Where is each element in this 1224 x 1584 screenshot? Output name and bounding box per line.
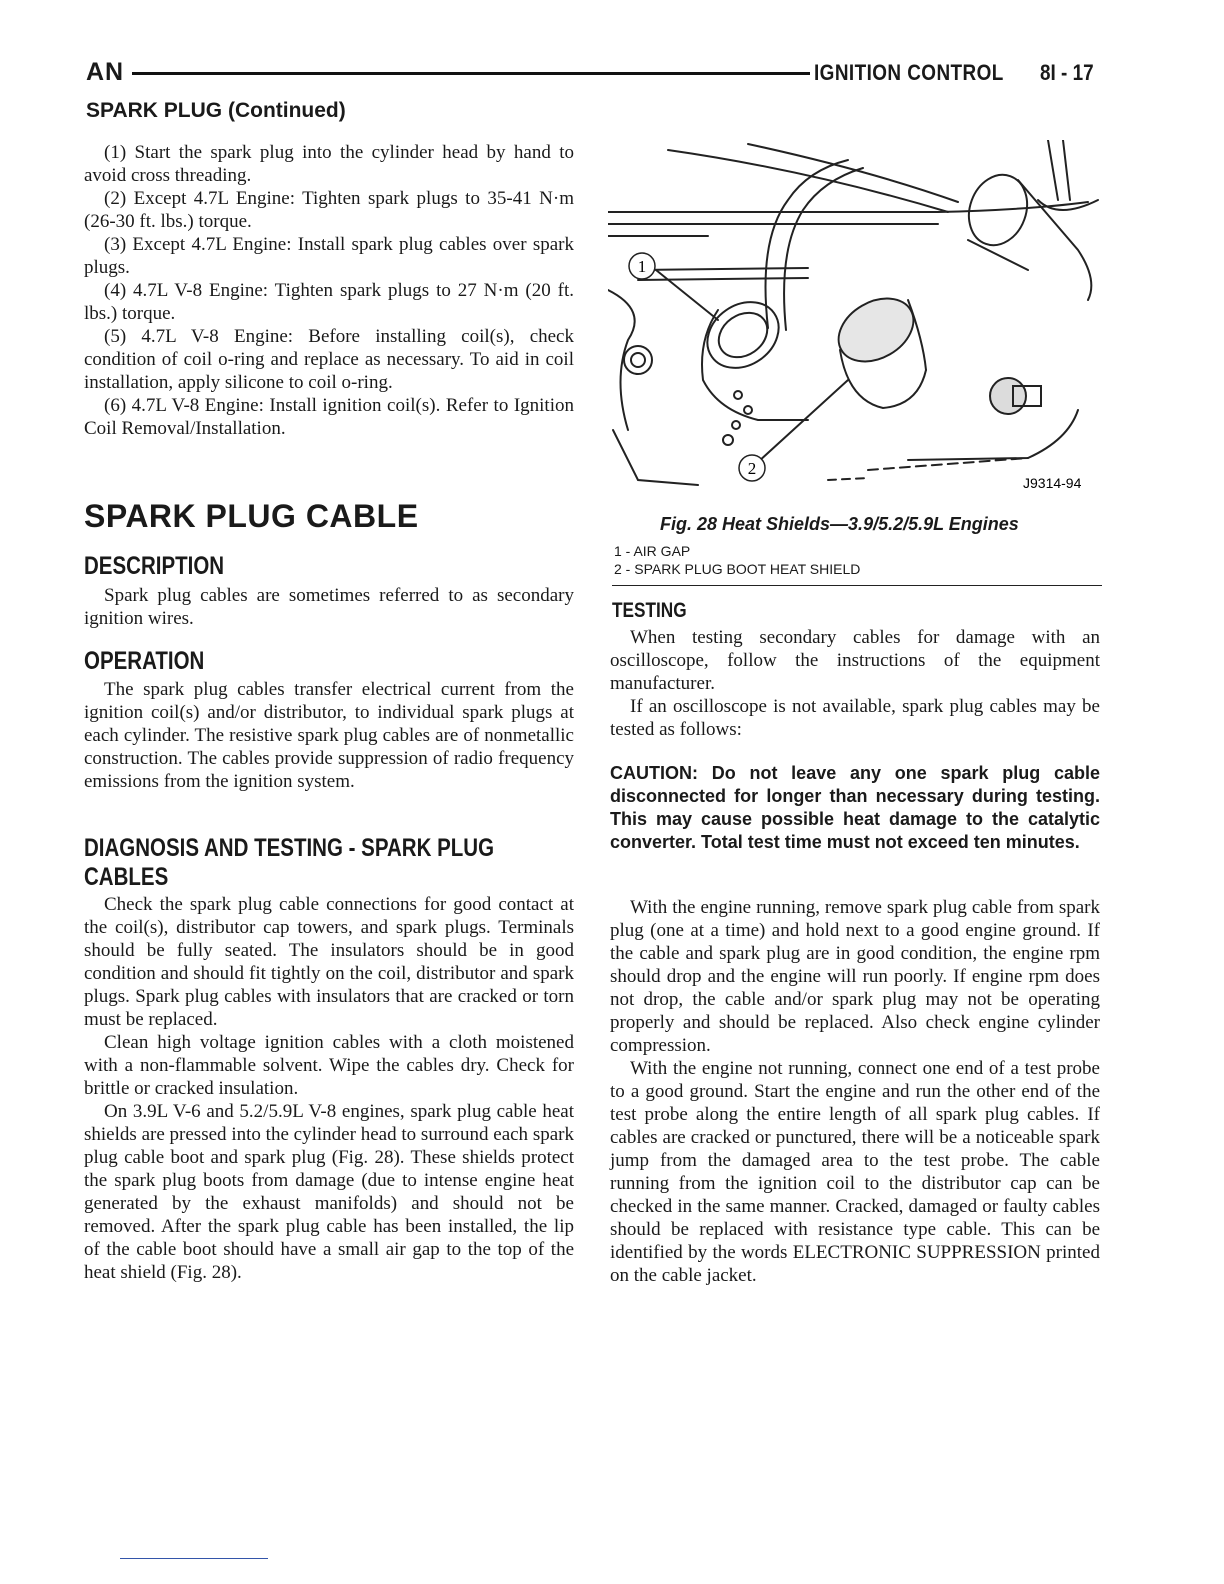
continued-heading: SPARK PLUG (Continued) — [86, 99, 346, 122]
diagnosis-paragraph: Clean high voltage ignition cables with a cloth moistened with a non-flammable solvent. Wipe the cables dry. Check for brittle or cracked insulation. — [84, 1032, 574, 1099]
diagnosis-heading-line2: CABLES — [84, 863, 169, 891]
description-text: Spark plug cables are sometimes referred to as secondary ignition wires. — [84, 585, 574, 629]
diagnosis-heading — [84, 834, 494, 892]
page-number: 8I - 17 — [1040, 60, 1094, 85]
install-step: (5) 4.7L V-8 Engine: Before installing coil(s), check condition of coil o-ring and replace as necessary. To aid in coil installation, apply silicone to coil o-ring. — [84, 326, 574, 393]
testing-block — [610, 626, 1100, 741]
callout-2-label: 2 — [747, 459, 757, 478]
caution-note: CAUTION: Do not leave any one spark plug cable disconnected for longer than necessary during testing. This may cause possible heat damage to the catalytic converter. Total test time must not exceed ten minutes. — [610, 763, 1100, 852]
figure-code: J9314-94 — [1023, 475, 1082, 491]
diagnosis-heading-line1: DIAGNOSIS AND TESTING - SPARK PLUG — [84, 834, 495, 862]
procedure-paragraph: With the engine not running, connect one end of a test probe to a good ground. Start the engine and run the other end of the test probe along the entire length of all spark plug cables. If cables are cracked or punctured, there will be a noticeable spark jump from the damaged area to the test probe. The cable running from the ignition coil to the distributor cap can be checked in the same manner. Cracked, damaged or faulty cables should be replaced with resistance type cable. This can be identified by the words ELECTRONIC SUPPRESSION printed on the cable jacket. — [610, 1058, 1100, 1286]
operation-heading: OPERATION — [84, 647, 205, 675]
callout-1-label: 1 — [637, 257, 647, 276]
operation-block — [84, 678, 574, 793]
diagnosis-block — [84, 893, 574, 1284]
install-step: (3) Except 4.7L Engine: Install spark plug cables over spark plugs. — [84, 234, 574, 278]
heat-shield-figure — [608, 140, 1108, 500]
description-heading: DESCRIPTION — [84, 552, 225, 580]
footer-rule — [120, 1558, 268, 1559]
callout-2 — [739, 455, 765, 481]
figure-caption: Fig. 28 Heat Shields—3.9/5.2/5.9L Engines — [660, 514, 1019, 534]
operation-text: The spark plug cables transfer electrical current from the ignition coil(s) and/or distributor, to individual spark plugs at each cylinder. The resistive spark plug cables are of nonmetallic construction. The cables provide suppression of radio frequency emissions from the ignition system. — [84, 679, 574, 792]
description-block — [84, 584, 574, 630]
caption-rule — [612, 585, 1102, 586]
page-title: IGNITION CONTROL — [814, 60, 1004, 85]
install-steps — [84, 141, 574, 440]
install-step: (4) 4.7L V-8 Engine: Tighten spark plugs to 27 N·m (20 ft. lbs.) torque. — [84, 280, 574, 324]
testing-paragraph: If an oscilloscope is not available, spark plug cables may be tested as follows: — [610, 696, 1100, 740]
testing-heading: TESTING — [612, 599, 687, 622]
manual-section-code: AN — [86, 58, 125, 86]
testing-procedure — [610, 896, 1100, 1287]
install-step: (6) 4.7L V-8 Engine: Install ignition coil(s). Refer to Ignition Coil Removal/Installation. — [84, 395, 574, 439]
figure-legend — [614, 542, 860, 578]
install-step: (2) Except 4.7L Engine: Tighten spark plugs to 35-41 N·m (26-30 ft. lbs.) torque. — [84, 188, 574, 232]
figure-legend-item: 2 - SPARK PLUG BOOT HEAT SHIELD — [614, 561, 861, 577]
diagnosis-paragraph: Check the spark plug cable connections for good contact at the coil(s), distributor cap towers, and spark plugs. Terminals should be fully seated. The insulators should be in good condition and should fit tightly on the coil, distributor and spark plugs. Spark plug cables with insulators that are cracked or torn must be replaced. — [84, 894, 574, 1030]
section-title: SPARK PLUG CABLE — [84, 498, 419, 534]
diagnosis-paragraph: On 3.9L V-6 and 5.2/5.9L V-8 engines, spark plug cable heat shields are pressed into the cylinder head to surround each spark plug cable boot and spark plug (Fig. 28). These shields protect the spark plug boots from damage (due to intense engine heat generated by the exhaust manifolds) and should not be removed. After the spark plug cable has been installed, the lip of the cable boot should have a small air gap to the top of the heat shield (Fig. 28). — [84, 1101, 574, 1283]
header-rule — [132, 72, 810, 75]
testing-paragraph: When testing secondary cables for damage with an oscilloscope, follow the instructions of the equipment manufacturer. — [610, 627, 1100, 694]
install-step: (1) Start the spark plug into the cylinder head by hand to avoid cross threading. — [84, 142, 574, 186]
procedure-paragraph: With the engine running, remove spark plug cable from spark plug (one at a time) and hold next to a good engine ground. If the cable and spark plug are in good condition, the engine rpm should drop and the engine will run poorly. If engine rpm does not drop, the cable and/or spark plug may not be operating properly and should be replaced. Also check engine cylinder compression. — [610, 897, 1100, 1056]
figure-legend-item: 1 - AIR GAP — [614, 543, 691, 559]
heat-shield-illustration — [608, 140, 1108, 500]
callout-1 — [629, 253, 655, 279]
